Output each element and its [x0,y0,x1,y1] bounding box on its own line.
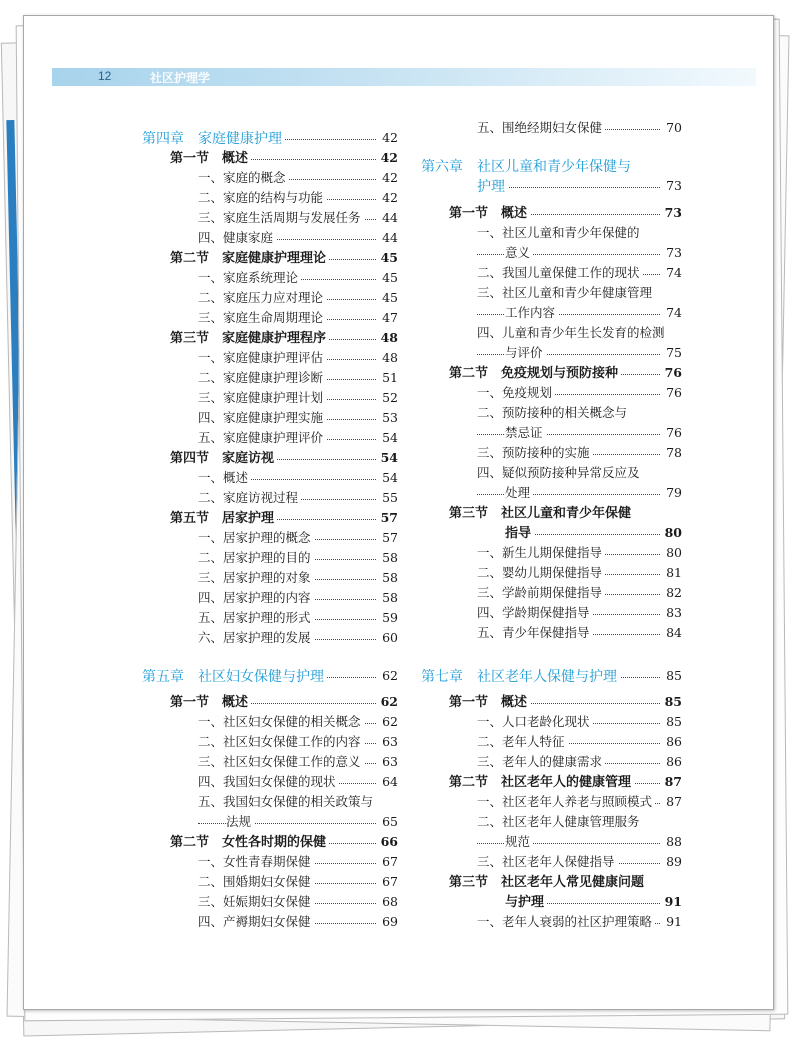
toc-page-number: 74 [661,263,682,283]
toc-subsection-entry[interactable] [421,243,682,263]
toc-entry-title: 四、产褥期妇女保健 [198,912,314,932]
toc-page-number: 59 [377,608,398,628]
toc-page-number: 64 [377,772,398,792]
toc-section-entry[interactable] [421,772,682,792]
toc-entry-title: 五、我国妇女保健的相关政策与 [198,792,376,812]
toc-page-number: 42 [377,188,398,208]
toc-chapter-entry[interactable] [421,666,682,686]
toc-page-number: 65 [377,812,398,832]
toc-entry-title: 规范 [505,832,533,852]
toc-section-entry[interactable] [142,508,398,528]
toc-page-number: 44 [377,208,398,228]
toc-subsection-entry[interactable] [142,308,398,328]
toc-entry-title: 第二节 免疫规划与预防接种 [449,363,621,383]
toc-entry-title: 五、居家护理的形式 [198,608,314,628]
toc-subsection-entry[interactable] [142,892,398,912]
toc-entry-title: 三、家庭生命周期理论 [198,308,326,328]
toc-entry-title: 第五节 居家护理 [170,508,277,528]
toc-subsection-entry[interactable] [421,403,682,423]
toc-subsection-entry[interactable] [142,792,398,812]
toc-section-entry[interactable] [142,448,398,468]
toc-page-number: 70 [661,118,682,138]
toc-entry-title: 一、家庭的概念 [198,168,289,188]
toc-page-number: 63 [377,732,398,752]
toc-page-number: 60 [377,628,398,648]
toc-subsection-entry[interactable] [142,468,398,488]
toc-subsection-entry[interactable] [142,712,398,732]
toc-subsection-entry[interactable] [142,208,398,228]
toc-subsection-entry[interactable] [142,852,398,872]
toc-entry-title: 二、预防接种的相关概念与 [477,403,630,423]
toc-subsection-entry[interactable] [142,288,398,308]
toc-subsection-entry[interactable] [142,348,398,368]
toc-subsection-entry[interactable] [421,483,682,503]
toc-page-number: 85 [661,692,682,712]
toc-page-number: 48 [377,328,398,348]
toc-entry-title: 第三节 社区儿童和青少年保健 [449,503,634,523]
toc-page-number: 62 [377,666,398,686]
toc-entry-title: 三、社区儿童和青少年健康管理 [477,283,655,303]
toc-page-number: 91 [661,892,682,912]
toc-page-number: 51 [377,368,398,388]
toc-subsection-entry[interactable] [142,608,398,628]
toc-entry-title: 一、新生儿期保健指导 [477,543,605,563]
toc-entry-title: 五、家庭健康护理评价 [198,428,326,448]
toc-entry-title: 三、妊娠期妇女保健 [198,892,314,912]
toc-entry-title: 一、社区儿童和青少年保健的 [477,223,643,243]
toc-page-number: 55 [377,488,398,508]
book-title: 社区护理学 [150,71,211,85]
toc-subsection-entry[interactable] [421,323,682,343]
toc-entry-title: 一、社区老年人养老与照顾模式 [477,792,655,812]
toc-page-number: 86 [661,732,682,752]
toc-page-number: 79 [661,483,682,503]
toc-entry-title: 一、家庭健康护理评估 [198,348,326,368]
toc-subsection-entry[interactable] [142,732,398,752]
toc-page-number: 91 [661,912,682,932]
toc-page-number: 45 [377,288,398,308]
toc-page-number: 62 [377,692,398,712]
toc-section-entry[interactable] [421,692,682,712]
toc-entry-title: 一、人口老龄化现状 [477,712,593,732]
toc-page-number: 80 [661,523,682,543]
toc-entry-title: 四、家庭健康护理实施 [198,408,326,428]
toc-entry-title: 二、老年人特征 [477,732,568,752]
toc-entry-title: 四、健康家庭 [198,228,276,248]
toc-entry-title: 第一节 概述 [170,148,251,168]
toc-subsection-entry[interactable] [421,303,682,323]
toc-subsection-entry[interactable] [142,268,398,288]
toc-section-entry[interactable] [142,248,398,268]
toc-entry-title: 四、疑似预防接种异常反应及 [477,463,643,483]
toc-entry-title: 指导 [505,523,534,543]
toc-subsection-entry[interactable] [421,423,682,443]
toc-entry-title: 二、家庭访视过程 [198,488,301,508]
toc-page-number: 42 [377,168,398,188]
toc-page-number: 45 [377,268,398,288]
toc-subsection-entry[interactable] [142,588,398,608]
toc-subsection-entry[interactable] [142,388,398,408]
toc-entry-title: 第五章 社区妇女保健与护理 [142,666,327,686]
page-number: 12 [98,69,112,83]
toc-entry-title: 二、社区老年人健康管理服务 [477,812,643,832]
toc-chapter-entry[interactable] [142,666,398,686]
toc-subsection-entry[interactable] [421,283,682,303]
toc-section-entry[interactable] [142,328,398,348]
toc-entry-title: 三、学龄前期保健指导 [477,583,605,603]
toc-page-number: 86 [661,752,682,772]
toc-entry-title: 一、老年人衰弱的社区护理策略 [477,912,655,932]
toc-section-entry[interactable] [142,692,398,712]
toc-page-number: 73 [661,176,682,196]
toc-page-number: 63 [377,752,398,772]
toc-entry-title: 工作内容 [505,303,558,323]
toc-entry-title: 二、居家护理的目的 [198,548,314,568]
toc-page-number: 44 [377,228,398,248]
toc-subsection-entry[interactable] [421,583,682,603]
toc-page-number: 78 [661,443,682,463]
toc-subsection-entry[interactable] [421,792,682,812]
toc-entry-title: 第一节 概述 [449,203,530,223]
toc-entry-title: 意义 [505,243,533,263]
toc-entry-title: 三、社区妇女保健工作的意义 [198,752,364,772]
toc-subsection-entry[interactable] [142,772,398,792]
toc-page-number: 52 [377,388,398,408]
toc-chapter-entry[interactable] [142,128,398,148]
toc-page-number: 76 [661,383,682,403]
toc-subsection-entry[interactable] [142,752,398,772]
toc-page-number: 58 [377,568,398,588]
toc-subsection-entry[interactable] [421,563,682,583]
toc-subsection-entry[interactable] [421,343,682,363]
toc-page-number: 87 [661,792,682,812]
toc-page-number: 47 [377,308,398,328]
toc-page-number: 69 [377,912,398,932]
toc-entry-title: 五、围绝经期妇女保健 [477,118,605,138]
toc-subsection-entry[interactable] [421,443,682,463]
toc-subsection-entry[interactable] [421,118,682,138]
toc-entry-title: 三、家庭生活周期与发展任务 [198,208,364,228]
toc-page-number: 85 [661,712,682,732]
toc-subsection-entry[interactable] [421,223,682,243]
toc-section-entry[interactable] [421,872,682,892]
toc-subsection-entry[interactable] [142,228,398,248]
toc-entry-title: 六、居家护理的发展 [198,628,314,648]
toc-section-entry[interactable] [421,523,682,543]
toc-entry-title: 二、家庭的结构与功能 [198,188,326,208]
toc-subsection-entry[interactable] [421,383,682,403]
toc-page-number: 75 [661,343,682,363]
toc-subsection-entry[interactable] [421,712,682,732]
toc-subsection-entry[interactable] [142,188,398,208]
toc-subsection-entry[interactable] [142,488,398,508]
toc-entry-title: 一、社区妇女保健的相关概念 [198,712,364,732]
toc-page-number: 80 [661,543,682,563]
toc-subsection-entry[interactable] [421,732,682,752]
toc-entry-title: 二、社区妇女保健工作的内容 [198,732,364,752]
toc-section-entry[interactable] [421,892,682,912]
toc-entry-title: 禁忌证 [505,423,546,443]
toc-entry-title: 二、家庭压力应对理论 [198,288,326,308]
toc-entry-title: 三、居家护理的对象 [198,568,314,588]
toc-page-number: 42 [377,128,398,148]
toc-entry-title: 与护理 [505,892,547,912]
toc-entry-title: 第一节 概述 [170,692,251,712]
toc-entry-title: 三、预防接种的实施 [477,443,593,463]
toc-entry-title: 三、老年人的健康需求 [477,752,605,772]
toc-entry-title: 四、我国妇女保健的现状 [198,772,339,792]
toc-entry-title: 一、居家护理的概念 [198,528,314,548]
toc-page-number: 85 [661,666,682,686]
toc-entry-title: 第七章 社区老年人保健与护理 [421,666,620,686]
toc-page-number: 57 [377,528,398,548]
toc-entry-title: 二、婴幼儿期保健指导 [477,563,605,583]
toc-page-number: 54 [377,448,398,468]
toc-entry-title: 第三节 家庭健康护理程序 [170,328,329,348]
toc-page-number: 62 [377,712,398,732]
toc-page-number: 76 [661,423,682,443]
toc-subsection-entry[interactable] [142,408,398,428]
toc-entry-title: 三、社区老年人保健指导 [477,852,618,872]
toc-page-number: 88 [661,832,682,852]
toc-page-number: 68 [377,892,398,912]
toc-subsection-entry[interactable] [421,463,682,483]
toc-page-number: 67 [377,872,398,892]
toc-entry-title: 第二节 家庭健康护理理论 [170,248,329,268]
toc-page-number: 54 [377,428,398,448]
toc-subsection-entry[interactable] [142,872,398,892]
toc-entry-title: 三、家庭健康护理计划 [198,388,326,408]
toc-entry-title: 第四章 家庭健康护理 [142,128,285,148]
toc-entry-title: 一、家庭系统理论 [198,268,301,288]
toc-entry-title: 处理 [505,483,533,503]
toc-page-number: 66 [377,832,398,852]
toc-entry-title: 护理 [477,176,508,196]
toc-entry-title: 第二节 女性各时期的保健 [170,832,329,852]
toc-section-entry[interactable] [421,363,682,383]
toc-entry-title: 四、学龄期保健指导 [477,603,593,623]
toc-page-number: 53 [377,408,398,428]
toc-page-number: 57 [377,508,398,528]
toc-entry-title: 四、儿童和青少年生长发育的检测 [477,323,668,343]
toc-entry-title: 第一节 概述 [449,692,530,712]
toc-subsection-entry[interactable] [142,368,398,388]
toc-leader-dots [198,823,376,824]
toc-entry-title: 一、概述 [198,468,251,488]
toc-page-number: 81 [661,563,682,583]
toc-subsection-entry[interactable] [142,428,398,448]
toc-entry-title: 第三节 社区老年人常见健康问题 [449,872,647,892]
toc-page-number: 84 [661,623,682,643]
toc-section-entry[interactable] [421,503,682,523]
toc-entry-title: 第四节 家庭访视 [170,448,277,468]
toc-chapter-entry[interactable] [421,156,682,176]
toc-subsection-entry[interactable] [142,628,398,648]
toc-subsection-entry[interactable] [421,852,682,872]
toc-page-number: 87 [661,772,682,792]
toc-page-number: 76 [661,363,682,383]
toc-page-number: 58 [377,588,398,608]
toc-subsection-entry[interactable] [142,168,398,188]
toc-page-number: 42 [377,148,398,168]
toc-entry-title: 法规 [226,812,254,832]
toc-page-number: 82 [661,583,682,603]
toc-subsection-entry[interactable] [421,603,682,623]
toc-page-number: 83 [661,603,682,623]
toc-subsection-entry[interactable] [142,548,398,568]
toc-page-number: 74 [661,303,682,323]
toc-entry-title: 四、居家护理的内容 [198,588,314,608]
toc-page-number: 67 [377,852,398,872]
toc-page-number: 48 [377,348,398,368]
toc-subsection-entry[interactable] [142,528,398,548]
toc-page-number: 73 [661,243,682,263]
toc-section-entry[interactable] [421,203,682,223]
toc-chapter-entry[interactable] [421,176,682,196]
toc-section-entry[interactable] [142,148,398,168]
toc-entry-title: 与评价 [505,343,546,363]
toc-entry-title: 二、家庭健康护理诊断 [198,368,326,388]
toc-page-number: 73 [661,203,682,223]
toc-subsection-entry[interactable] [142,912,398,932]
toc-subsection-entry[interactable] [142,812,398,832]
toc-subsection-entry[interactable] [421,832,682,852]
toc-entry-title: 第六章 社区儿童和青少年保健与 [421,156,634,176]
toc-section-entry[interactable] [142,832,398,852]
toc-subsection-entry[interactable] [421,752,682,772]
toc-entry-title: 二、围婚期妇女保健 [198,872,314,892]
toc-subsection-entry[interactable] [421,912,682,932]
toc-page-number: 54 [377,468,398,488]
toc-subsection-entry[interactable] [142,568,398,588]
toc-entry-title: 五、青少年保健指导 [477,623,593,643]
toc-entry-title: 二、我国儿童保健工作的现状 [477,263,643,283]
toc-subsection-entry[interactable] [421,623,682,643]
toc-page-number: 89 [661,852,682,872]
toc-subsection-entry[interactable] [421,543,682,563]
toc-page-number: 45 [377,248,398,268]
toc-entry-title: 一、免疫规划 [477,383,555,403]
toc-entry-title: 一、女性青春期保健 [198,852,314,872]
toc-entry-title: 第二节 社区老年人的健康管理 [449,772,634,792]
toc-page-number: 58 [377,548,398,568]
toc-subsection-entry[interactable] [421,812,682,832]
toc-subsection-entry[interactable] [421,263,682,283]
